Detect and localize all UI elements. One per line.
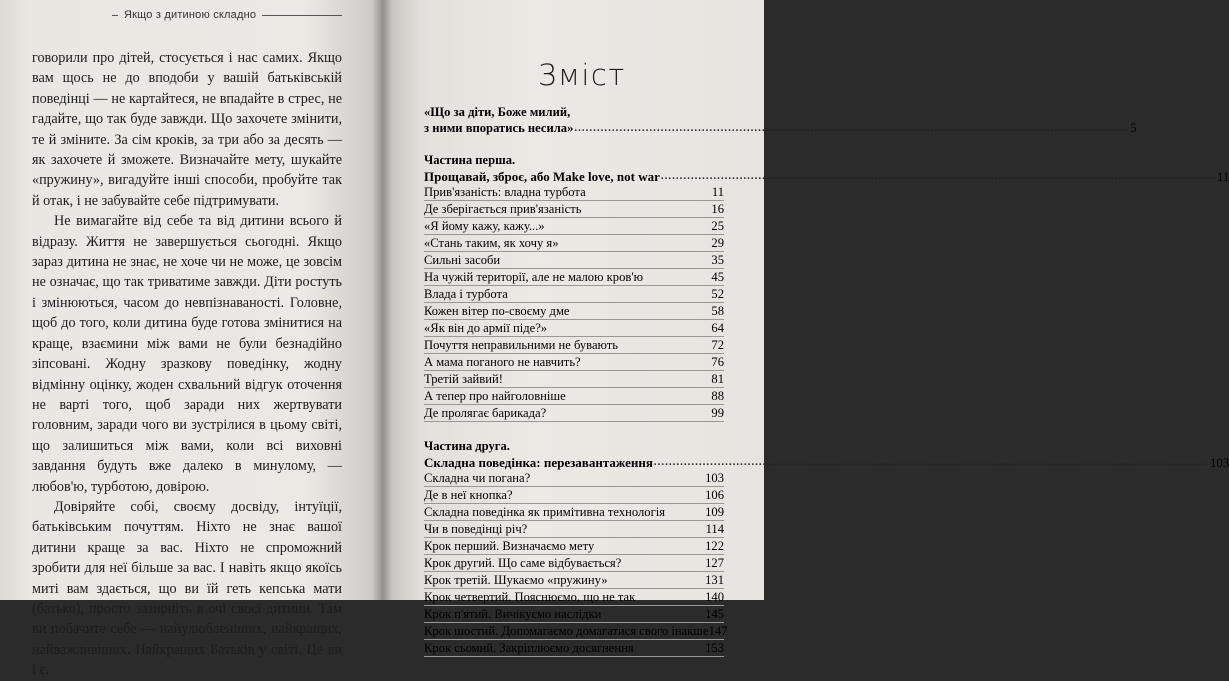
toc-entry[interactable] — [424, 270, 724, 286]
toc-entry-page: 131 — [705, 573, 724, 587]
toc-entry-title: Крок перший. Визначаємо мету — [424, 539, 595, 553]
running-head — [112, 9, 342, 21]
toc-entry[interactable] — [424, 624, 728, 640]
toc-entry-title: Кожен вітер по-своєму дме — [424, 304, 570, 318]
toc-entry-page: 81 — [711, 372, 724, 386]
toc-entry-title: Почуття неправильними не бувають — [424, 338, 619, 352]
toc-entry[interactable] — [424, 406, 724, 422]
toc-entry-page: 145 — [705, 607, 724, 621]
toc-entry[interactable] — [424, 202, 724, 218]
toc-entry-page: 99 — [711, 406, 724, 420]
toc-entry-title: А мама поганого не навчить? — [424, 355, 581, 369]
toc-entry-title: Крок сьомий. Закріплюємо досягнення — [424, 641, 634, 655]
toc-entry-title: «Як він до армії піде?» — [424, 321, 548, 335]
toc-entry-page: 29 — [711, 236, 724, 250]
toc-part-page: 103 — [1209, 455, 1229, 470]
toc-entry-page: 88 — [711, 389, 724, 403]
toc-entry[interactable] — [424, 505, 724, 521]
toc-part-label: Частина перша. — [424, 153, 516, 167]
toc-entry-title: Сильні засоби — [424, 253, 501, 267]
toc-entry-title: Де зберігається прив'язаність — [424, 202, 582, 216]
toc-entry[interactable] — [424, 355, 724, 371]
toc-entry-title: Крок третій. Шукаємо «пружину» — [424, 573, 608, 587]
toc-entry-page: 103 — [705, 471, 724, 485]
toc-entry[interactable] — [424, 641, 724, 657]
toc-entry-page: 52 — [711, 287, 724, 301]
toc-entry[interactable] — [424, 185, 724, 201]
toc-entry[interactable] — [424, 372, 724, 388]
toc-entry[interactable] — [424, 488, 724, 504]
toc-entry-page: 72 — [711, 338, 724, 352]
toc-entry-page: 140 — [705, 590, 724, 604]
toc-entry[interactable] — [424, 321, 724, 337]
toc-entry-title: А тепер про найголовніше — [424, 389, 566, 403]
toc-entry[interactable] — [424, 539, 724, 555]
leader-dots — [654, 454, 1209, 471]
toc-entry-page: 122 — [705, 539, 724, 553]
toc-entry-title: Влада і турбота — [424, 287, 508, 301]
toc-entry-page: 58 — [711, 304, 724, 318]
toc-entry-page: 153 — [705, 641, 724, 655]
toc-entry[interactable] — [424, 338, 724, 354]
toc-entry[interactable] — [424, 522, 724, 538]
toc-entry-page: 127 — [705, 556, 724, 570]
toc-entry-title: Крок другий. Що саме відбувається? — [424, 556, 622, 570]
toc-entry-title: На чужій території, але не малою кров'ю — [424, 270, 644, 284]
toc-intro-line-1: «Що за діти, Боже милий, — [424, 105, 571, 119]
toc-entry-title: Де пролягає барикада? — [424, 406, 547, 420]
toc-title: Зміст — [538, 58, 626, 92]
toc-entry-page: 76 — [711, 355, 724, 369]
toc-intro-line-2: з ними впоратись несила» — [424, 121, 574, 135]
body-text — [32, 48, 342, 681]
toc-entry-page: 106 — [705, 488, 724, 502]
toc-part-title-row[interactable] — [424, 454, 1229, 471]
toc-entry-page: 64 — [711, 321, 724, 335]
toc-entry-page: 147 — [708, 624, 728, 638]
toc-entry[interactable] — [424, 236, 724, 252]
toc-entry-title: Складна поведінка як примітивна технологія — [424, 505, 666, 519]
toc-entry-page: 109 — [705, 505, 724, 519]
toc-entry-title: Чи в поведінці річ? — [424, 522, 528, 536]
toc-entry-page: 114 — [705, 522, 724, 536]
toc-entry-title: «Стань таким, як хочу я» — [424, 236, 559, 250]
toc-part-page: 11 — [1216, 169, 1229, 184]
toc-entry-title: Третій зайвий! — [424, 372, 503, 386]
toc-entry[interactable] — [424, 556, 724, 572]
table-of-contents — [424, 104, 1229, 658]
toc-entry[interactable] — [424, 287, 724, 303]
toc-entry-title: Крок четвертий. Пояснюємо, що не так — [424, 590, 636, 604]
toc-entry[interactable] — [424, 573, 724, 589]
paragraph-2: Не вимагайте від себе та від дитини всього й відразу. Життя не завершується сьогодні. Якщо зараз дитина не знає, не хоче чи не може, це зовсім не означає, що так триватиме завжди. Діти ростуть і змінюються, часом до невпізнаваності. Головне, щоб до того, коли дитина буде готова змінитися на краще, взаємини між вами не були безнадійно зіпсовані. Жодну зразкову поведінку, жодну відмінну оцінку, жоден схвальний відгук оточення не варті того, щоб заради них жертвувати головним, заради чого ви зустрілися в цьому світі, що залишиться між вами, коли всі виховні завдання будуть вже далеко в минулому, — любов'ю, турботою, довірою. — [32, 213, 342, 495]
toc-entry-page: 25 — [711, 219, 724, 233]
toc-entry-page: 45 — [711, 270, 724, 284]
toc-entry-title: «Я йому кажу, кажу...» — [424, 219, 545, 233]
toc-part-title-row[interactable] — [424, 168, 1229, 185]
running-head-text: Якщо з дитиною складно — [124, 9, 257, 21]
toc-parts — [424, 152, 1229, 657]
leader-dots — [574, 120, 1129, 136]
leader-dots — [661, 168, 1216, 185]
toc-entry-page: 35 — [711, 253, 724, 267]
left-page — [0, 0, 382, 679]
toc-intro[interactable] — [424, 104, 1137, 136]
toc-entry-title: Прив'язаність: владна турбота — [424, 185, 586, 199]
toc-entry-title: Крок п'ятий. Вичікуємо наслідки — [424, 607, 602, 621]
toc-entry[interactable] — [424, 471, 724, 487]
toc-entry-title: Складна чи погана? — [424, 471, 531, 485]
toc-entry-page: 11 — [711, 185, 724, 199]
toc-part-title: Складна поведінка: перезавантаження — [424, 455, 653, 470]
toc-entry[interactable] — [424, 590, 724, 606]
toc-entry[interactable] — [424, 219, 724, 235]
toc-entry-page: 16 — [711, 202, 724, 216]
toc-part-title: Прощавай, зброє, або Make love, not war — [424, 169, 660, 184]
toc-entry[interactable] — [424, 253, 724, 269]
running-head-rule-right — [262, 15, 342, 16]
toc-entry-title: Крок шостий. Допомагаємо домагатися свого інакше — [424, 624, 709, 638]
paragraph-1: говорили про дітей, стосується і нас самих. Якщо вам щось не до вподоби у вашій батьківській поведінці — не картайтеся, не впадайте в стрес, не гадайте, що так буде завжди. Що захочете змінити, те й зміните. За сім кроків, за три або за десять — як захочете й зможете. Визначайте мету, шукайте «пружину», вигадуйте інші способи, пробуйте так й отак, і не забувайте себе підтримувати. — [32, 50, 342, 209]
toc-entry[interactable] — [424, 304, 724, 320]
running-head-rule-left — [112, 15, 118, 16]
toc-part-label: Частина друга. — [424, 439, 510, 453]
paragraph-3: Довіряйте собі, своєму досвіду, інтуїції, батьківським почуттям. Ніхто не знає вашої дитини краще за вас. Ніхто не спроможний зробити для неї більше за вас. І навіть якщо якоїсь миті вам здається, що ви їй геть кепська мати (батько), просто зазирніть в очі своєї дитини. Там ви побачите себе — найулюбленіших, найкращих, найважливіших. Найкращих Батьків у світі. Це ви і є. — [32, 498, 342, 679]
toc-entry-title: Де в неї кнопка? — [424, 488, 513, 502]
toc-intro-page: 5 — [1130, 121, 1137, 135]
toc-entry[interactable] — [424, 607, 724, 623]
toc-entry[interactable] — [424, 389, 724, 405]
toc-intro-line-2-row — [424, 120, 1137, 136]
